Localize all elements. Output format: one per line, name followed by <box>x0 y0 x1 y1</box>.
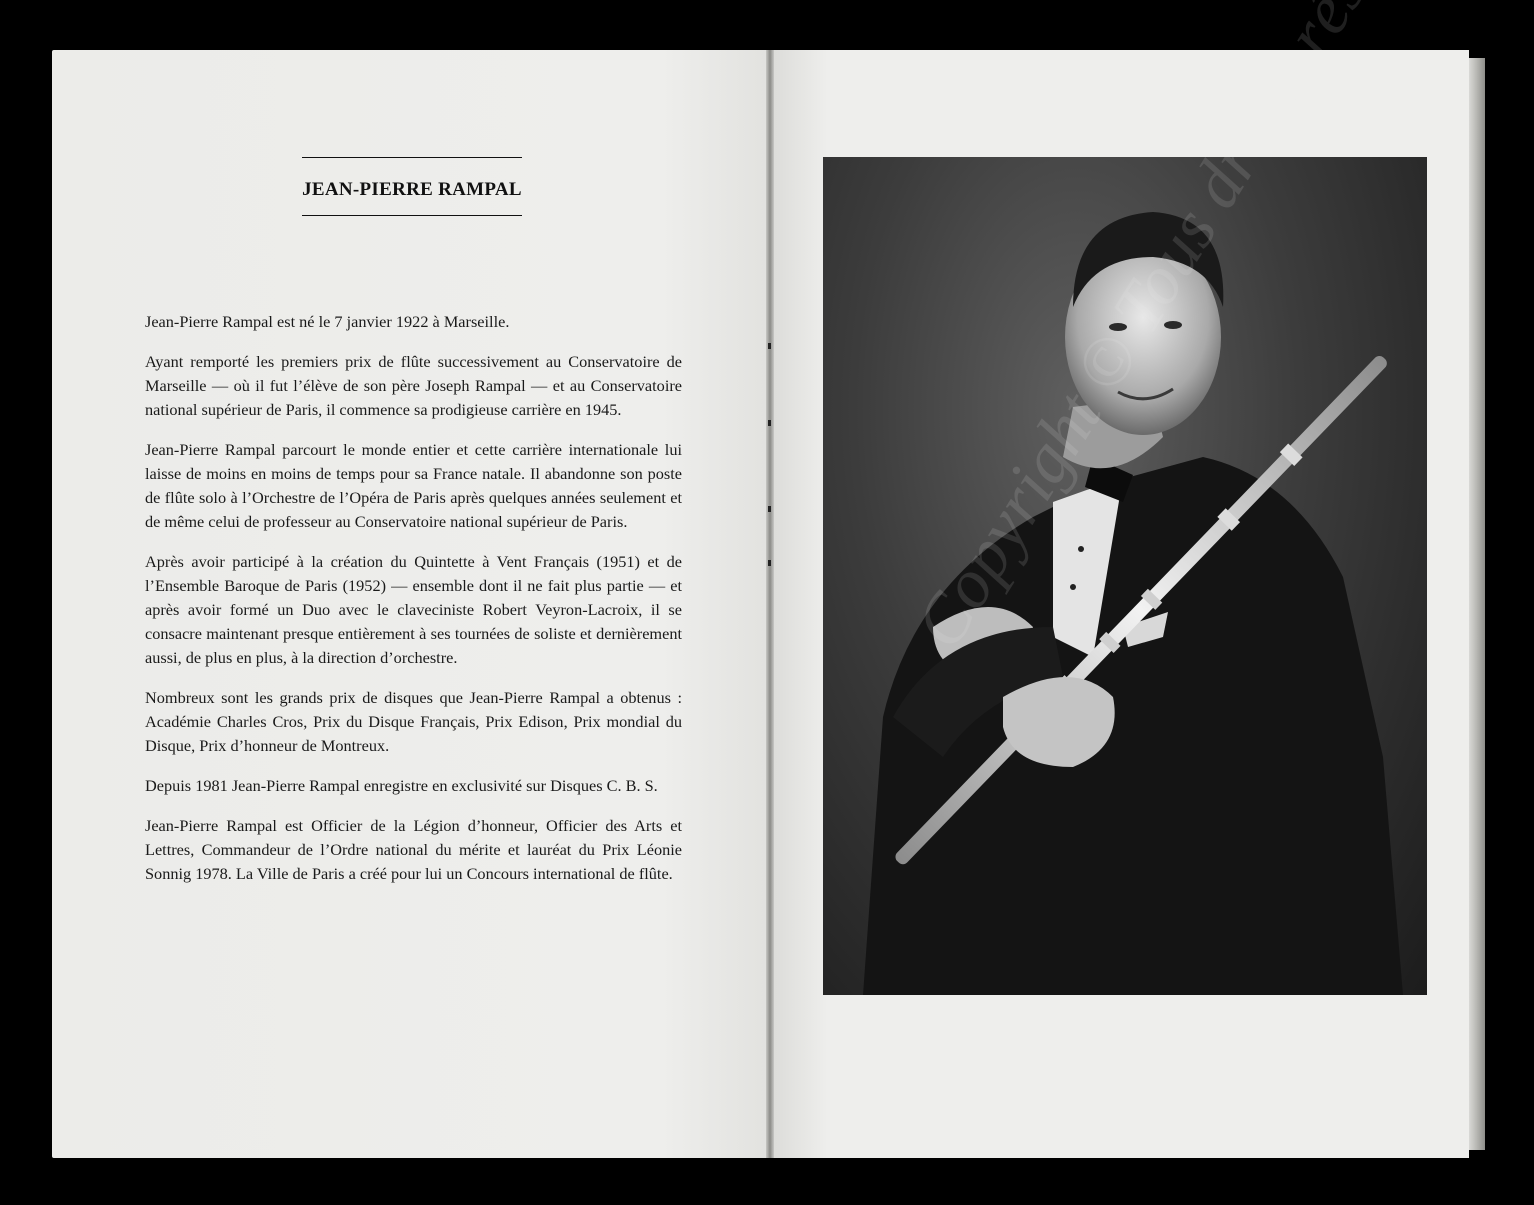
biography-text <box>145 310 682 902</box>
margin-mark <box>768 343 771 349</box>
bio-paragraph-training: Ayant remporté les premiers prix de flûte successivement au Conservatoire de Marseille — où il fut l’élève de son père Joseph Rampal — et au Conservatoire national supérieur de Paris, il commence sa prodigieuse carrière en 1945. <box>145 352 682 419</box>
bio-paragraph-ensembles: Après avoir participé à la création du Quintette à Vent Français (1951) et de l’Ensemble Baroque de Paris (1952) — ensemble dont il ne fait plus partie — et après avoir formé un Duo avec le claveciniste Robert Veyron-Lacroix, il se consacre maintenant presque entièrement à ses tournées de soliste et dernièrement aussi, de plus en plus, à la direction d’orchestre. <box>145 552 682 667</box>
margin-mark <box>768 506 771 512</box>
bio-paragraph-honours: Jean-Pierre Rampal est Officier de la Légion d’honneur, Officier des Arts et Lettres, Commandeur de l’Ordre national du mérite et lauréat du Prix Léonie Sonnig 1978. La Ville de Paris a créé pour lui un Concours international de flûte. <box>145 816 682 883</box>
title-rule-top <box>302 157 522 158</box>
margin-mark <box>768 420 771 426</box>
page-edge <box>1469 58 1485 1150</box>
bio-paragraph-recordings: Depuis 1981 Jean-Pierre Rampal enregistre en exclusivité sur Disques C. B. S. <box>145 776 658 795</box>
bio-paragraph-awards: Nombreux sont les grands prix de disques que Jean-Pierre Rampal a obtenus : Académie Charles Cros, Prix du Disque Français, Prix Edison, Prix mondial du Disque, Prix d’honneur de Montreux. <box>145 688 682 755</box>
copyright-watermark: Copyright © Tous droits <box>900 43 1327 662</box>
title-rule-bottom <box>302 215 522 216</box>
page-title: JEAN-PIERRE RAMPAL <box>302 179 522 200</box>
gutter <box>766 50 774 1158</box>
margin-mark <box>768 560 771 566</box>
bio-paragraph-birth: Jean-Pierre Rampal est né le 7 janvier 1922 à Marseille. <box>145 312 510 331</box>
bio-paragraph-career: Jean-Pierre Rampal parcourt le monde entier et cette carrière internationale lui laisse de moins en moins de temps pour sa France natale. Il abandonne son poste de flûte solo à l’Orchestre de l’Opéra de Paris après quelques années seulement et de même celui de professeur au Conservatoire national supérieur de Paris. <box>145 440 682 531</box>
